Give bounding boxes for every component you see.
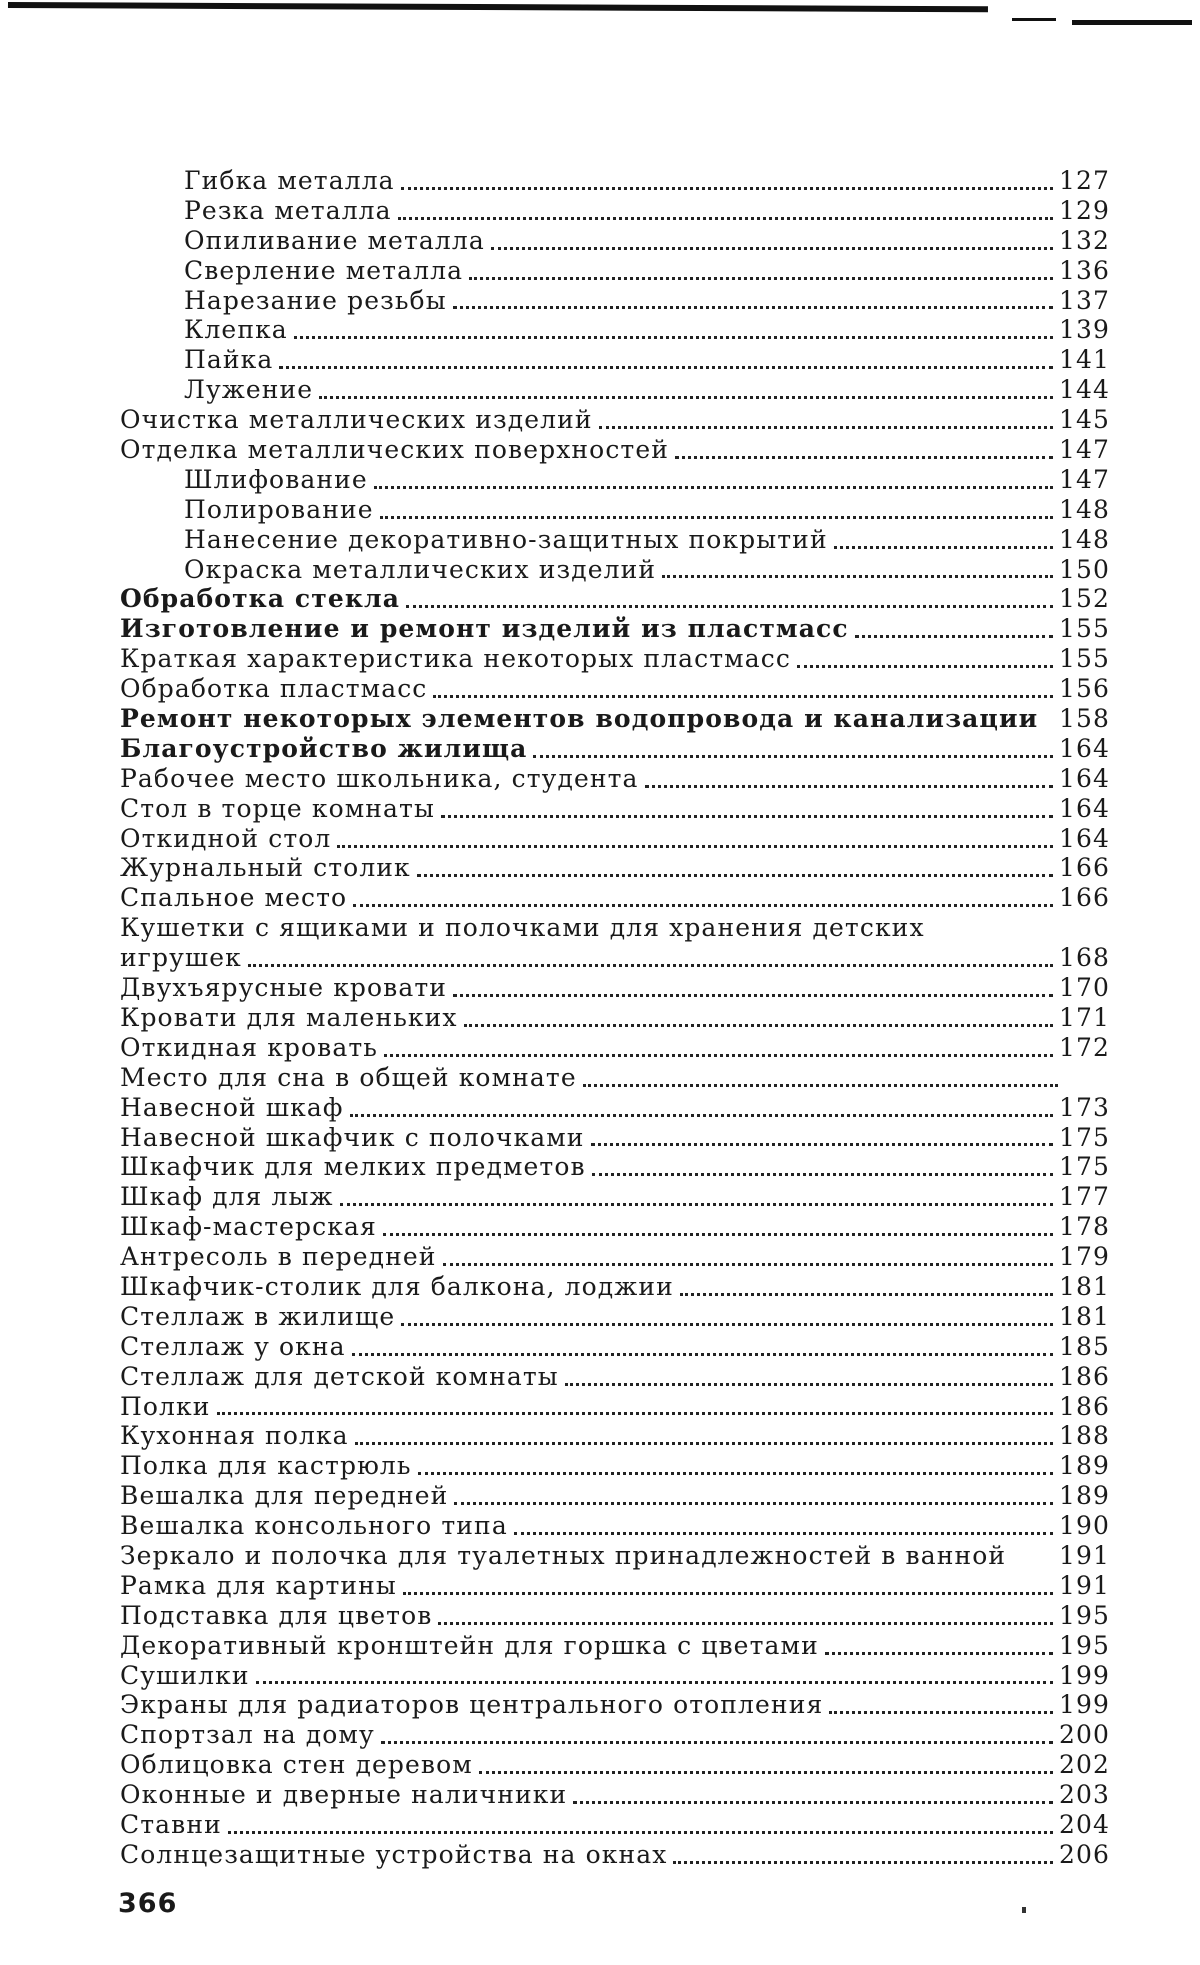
toc-entry bbox=[120, 435, 1110, 465]
toc-entry bbox=[120, 644, 1110, 674]
toc-entry bbox=[120, 794, 1110, 824]
toc-entry-title: Шкаф для лыж bbox=[120, 1182, 340, 1212]
toc-entry-title: Краткая характеристика некоторых пластмасс bbox=[120, 644, 797, 674]
toc-dot-leader bbox=[469, 277, 1053, 280]
toc-entry-title: Спальное место bbox=[120, 883, 353, 913]
toc-entry-title: Навесной шкафчик с полочками bbox=[120, 1123, 591, 1153]
toc-entry bbox=[120, 1571, 1110, 1601]
toc-entry bbox=[120, 1272, 1110, 1302]
toc-entry bbox=[120, 883, 1110, 913]
toc-entry-title: Кушетки с ящиками и полочками для хранения детских bbox=[120, 913, 931, 943]
toc-dot-leader bbox=[592, 1173, 1053, 1176]
toc-dot-leader bbox=[319, 396, 1053, 399]
toc-entry-title: Нарезание резьбы bbox=[120, 286, 453, 316]
toc-entry-page: 181 bbox=[1057, 1302, 1110, 1332]
toc-entry-title: Рабочее место школьника, студента bbox=[120, 764, 645, 794]
toc-dot-leader bbox=[401, 187, 1053, 190]
toc-entry-page: 206 bbox=[1057, 1840, 1110, 1870]
print-speck bbox=[1022, 1907, 1026, 1913]
toc-entry-title: Кухонная полка bbox=[120, 1421, 355, 1451]
toc-dot-leader bbox=[514, 1532, 1053, 1535]
toc-entry-title: Лужение bbox=[120, 375, 319, 405]
toc-dot-leader bbox=[352, 1353, 1053, 1356]
toc-entry-title: Журнальный столик bbox=[120, 853, 417, 883]
toc-entry bbox=[120, 286, 1110, 316]
toc-entry-page: 191 bbox=[1057, 1571, 1110, 1601]
toc-entry-title: Резка металла bbox=[120, 196, 398, 226]
toc-entry bbox=[120, 315, 1110, 345]
toc-entry bbox=[120, 1601, 1110, 1631]
toc-dot-leader bbox=[403, 1592, 1053, 1595]
toc-dot-leader bbox=[583, 1084, 1058, 1087]
toc-entry-page: 173 bbox=[1057, 1093, 1110, 1123]
toc-entry-page: 164 bbox=[1057, 824, 1110, 854]
toc-entry-page: 155 bbox=[1057, 614, 1110, 644]
toc-entry-title: Пайка bbox=[120, 345, 279, 375]
toc-entry-title: Стеллаж для детской комнаты bbox=[120, 1362, 565, 1392]
toc-entry-page: 144 bbox=[1057, 375, 1110, 405]
toc-entry-page: 136 bbox=[1057, 256, 1110, 286]
toc-entry-title: Спортзал на дому bbox=[120, 1720, 381, 1750]
toc-entry-page: 186 bbox=[1057, 1392, 1110, 1422]
toc-entry-page: 171 bbox=[1057, 1003, 1110, 1033]
toc-entry bbox=[120, 704, 1110, 734]
toc-entry-title: Полки bbox=[120, 1392, 217, 1422]
toc-entry bbox=[120, 584, 1110, 614]
toc-dot-leader bbox=[355, 1442, 1053, 1445]
toc-dot-leader bbox=[340, 1203, 1053, 1206]
toc-entry bbox=[120, 1392, 1110, 1422]
toc-entry bbox=[120, 1242, 1110, 1272]
toc-dot-leader bbox=[825, 1652, 1053, 1655]
toc-entry-title: Шкаф-мастерская bbox=[120, 1212, 383, 1242]
toc-dot-leader bbox=[401, 1323, 1053, 1326]
toc-entry bbox=[120, 465, 1110, 495]
toc-entry bbox=[120, 1840, 1110, 1870]
toc-entry-title: Сушилки bbox=[120, 1661, 256, 1691]
toc-entry-title: Опиливание металла bbox=[120, 226, 491, 256]
toc-entry bbox=[120, 555, 1110, 585]
toc-entry-title: Зеркало и полочка для туалетных принадлежностей в ванной bbox=[120, 1541, 1012, 1571]
toc-entry-page: 177 bbox=[1057, 1182, 1110, 1212]
toc-entry-title: игрушек bbox=[120, 943, 248, 973]
toc-dot-leader bbox=[453, 994, 1053, 997]
toc-entry bbox=[120, 1302, 1110, 1332]
toc-entry-page: 150 bbox=[1057, 555, 1110, 585]
toc-entry-page: 139 bbox=[1057, 315, 1110, 345]
toc-dot-leader bbox=[662, 575, 1053, 578]
toc-entry-page: 148 bbox=[1057, 525, 1110, 555]
toc-entry-page: 189 bbox=[1057, 1451, 1110, 1481]
toc-entry-page: 189 bbox=[1057, 1481, 1110, 1511]
toc-entry-page: 129 bbox=[1057, 196, 1110, 226]
toc-entry-title: Полка для кастрюль bbox=[120, 1451, 418, 1481]
toc-dot-leader bbox=[418, 1472, 1053, 1475]
toc-entry-page: 166 bbox=[1057, 883, 1110, 913]
toc-entry-title: Клепка bbox=[120, 315, 294, 345]
toc-dot-leader bbox=[464, 1024, 1053, 1027]
toc-dot-leader bbox=[829, 1711, 1053, 1714]
toc-entry-page: 164 bbox=[1057, 794, 1110, 824]
toc-entry bbox=[120, 1212, 1110, 1242]
toc-entry-page: 152 bbox=[1057, 584, 1110, 614]
page-number: 366 bbox=[118, 1888, 177, 1919]
toc-entry-page: 181 bbox=[1057, 1272, 1110, 1302]
toc-entry bbox=[120, 166, 1110, 196]
toc-dot-leader bbox=[353, 904, 1053, 907]
toc-dot-leader bbox=[279, 366, 1053, 369]
toc-dot-leader bbox=[834, 546, 1053, 549]
toc-entry bbox=[120, 1362, 1110, 1392]
toc-entry-title: Рамка для картины bbox=[120, 1571, 403, 1601]
toc-entry bbox=[120, 1720, 1110, 1750]
toc-entry bbox=[120, 1033, 1110, 1063]
toc-dot-leader bbox=[454, 1502, 1053, 1505]
toc-entry-page: 175 bbox=[1057, 1152, 1110, 1182]
toc-entry-title: Шкафчик-столик для балкона, лоджии bbox=[120, 1272, 680, 1302]
toc-entry bbox=[120, 525, 1110, 555]
toc-entry bbox=[120, 1511, 1110, 1541]
toc-entry-page: 132 bbox=[1057, 226, 1110, 256]
toc-dot-leader bbox=[384, 1054, 1053, 1057]
toc-dot-leader bbox=[591, 1143, 1053, 1146]
toc-entry-page: 164 bbox=[1057, 764, 1110, 794]
toc-dot-leader bbox=[533, 755, 1053, 758]
toc-entry-title: Оконные и дверные наличники bbox=[120, 1780, 573, 1810]
toc-dot-leader bbox=[675, 456, 1053, 459]
toc-entry-title: Полирование bbox=[120, 495, 380, 525]
toc-entry-title: Ставни bbox=[120, 1810, 228, 1840]
toc-entry-title: Откидная кровать bbox=[120, 1033, 384, 1063]
toc-entry bbox=[120, 1182, 1110, 1212]
toc-entry bbox=[120, 764, 1110, 794]
toc-entry-title: Благоустройство жилища bbox=[120, 734, 533, 764]
toc-entry-page: 158 bbox=[1057, 704, 1110, 734]
toc-entry bbox=[120, 1152, 1110, 1182]
toc-dot-leader bbox=[453, 306, 1053, 309]
toc-entry bbox=[120, 1750, 1110, 1780]
toc-entry-title: Подставка для цветов bbox=[120, 1601, 438, 1631]
toc-entry-page: 148 bbox=[1057, 495, 1110, 525]
toc-entry bbox=[120, 973, 1110, 1003]
toc-entry-page: 186 bbox=[1057, 1362, 1110, 1392]
toc-dot-leader bbox=[337, 845, 1053, 848]
toc-dot-leader bbox=[645, 785, 1053, 788]
toc-entry bbox=[120, 1003, 1110, 1033]
table-of-contents bbox=[120, 166, 1110, 1870]
toc-entry-title: Очистка металлических изделий bbox=[120, 405, 599, 435]
toc-entry-page: 166 bbox=[1057, 853, 1110, 883]
top-rule-segment bbox=[8, 2, 988, 12]
toc-dot-leader bbox=[294, 336, 1053, 339]
toc-dot-leader bbox=[256, 1681, 1053, 1684]
toc-entry-title: Нанесение декоративно-защитных покрытий bbox=[120, 525, 834, 555]
toc-entry-title: Шлифование bbox=[120, 465, 374, 495]
toc-dot-leader bbox=[381, 1741, 1053, 1744]
toc-entry-page: 168 bbox=[1057, 943, 1110, 973]
toc-entry-page: 195 bbox=[1057, 1631, 1110, 1661]
toc-entry-title: Откидной стол bbox=[120, 824, 337, 854]
toc-entry bbox=[120, 1541, 1110, 1571]
toc-entry bbox=[120, 375, 1110, 405]
toc-entry-title: Вешалка консольного типа bbox=[120, 1511, 514, 1541]
toc-entry-title: Стол в торце комнаты bbox=[120, 794, 441, 824]
toc-dot-leader bbox=[350, 1114, 1053, 1117]
toc-entry-title: Экраны для радиаторов центрального отопления bbox=[120, 1690, 829, 1720]
toc-entry-page: 204 bbox=[1057, 1810, 1110, 1840]
toc-entry bbox=[120, 1810, 1110, 1840]
toc-dot-leader bbox=[433, 695, 1053, 698]
toc-entry-title: Изготовление и ремонт изделий из пластмасс bbox=[120, 614, 855, 644]
toc-entry-page: 202 bbox=[1057, 1750, 1110, 1780]
toc-entry-page: 185 bbox=[1057, 1332, 1110, 1362]
toc-entry bbox=[120, 405, 1110, 435]
toc-entry-title: Шкафчик для мелких предметов bbox=[120, 1152, 592, 1182]
top-rule bbox=[0, 2, 1200, 12]
toc-entry-page: 127 bbox=[1057, 166, 1110, 196]
toc-dot-leader bbox=[383, 1233, 1053, 1236]
toc-entry bbox=[120, 1093, 1110, 1123]
toc-entry-page: 188 bbox=[1057, 1421, 1110, 1451]
toc-dot-leader bbox=[438, 1622, 1053, 1625]
toc-entry-page: 199 bbox=[1057, 1661, 1110, 1691]
toc-entry-page: 141 bbox=[1057, 345, 1110, 375]
toc-entry bbox=[120, 1123, 1110, 1153]
toc-entry-title: Обработка пластмасс bbox=[120, 674, 433, 704]
toc-entry-title: Стеллаж в жилище bbox=[120, 1302, 401, 1332]
toc-entry-title: Стеллаж у окна bbox=[120, 1332, 352, 1362]
toc-entry bbox=[120, 1421, 1110, 1451]
toc-entry bbox=[120, 853, 1110, 883]
toc-entry-page: 199 bbox=[1057, 1690, 1110, 1720]
toc-entry-title: Облицовка стен деревом bbox=[120, 1750, 479, 1780]
toc-dot-leader bbox=[398, 217, 1053, 220]
toc-entry-page: 147 bbox=[1057, 465, 1110, 495]
top-rule-segment bbox=[1012, 18, 1056, 21]
toc-dot-leader bbox=[441, 815, 1053, 818]
toc-entry-title: Ремонт некоторых элементов водопровода и канализации bbox=[120, 704, 1044, 734]
toc-entry-title: Кровати для маленьких bbox=[120, 1003, 464, 1033]
toc-entry bbox=[120, 226, 1110, 256]
toc-dot-leader bbox=[217, 1412, 1053, 1415]
toc-dot-leader bbox=[248, 964, 1053, 967]
toc-dot-leader bbox=[599, 426, 1053, 429]
toc-dot-leader bbox=[680, 1293, 1053, 1296]
toc-entry-title: Навесной шкаф bbox=[120, 1093, 350, 1123]
toc-entry-page: 155 bbox=[1057, 644, 1110, 674]
toc-dot-leader bbox=[417, 874, 1053, 877]
toc-entry-page: 175 bbox=[1057, 1123, 1110, 1153]
toc-dot-leader bbox=[797, 665, 1053, 668]
toc-entry bbox=[120, 913, 1110, 943]
toc-entry-title: Солнцезащитные устройства на окнах bbox=[120, 1840, 673, 1870]
toc-entry-page: 147 bbox=[1057, 435, 1110, 465]
toc-dot-leader bbox=[565, 1383, 1053, 1386]
toc-entry-title: Гибка металла bbox=[120, 166, 401, 196]
toc-dot-leader bbox=[443, 1263, 1053, 1266]
toc-dot-leader bbox=[228, 1831, 1053, 1834]
toc-entry bbox=[120, 824, 1110, 854]
toc-entry bbox=[120, 1332, 1110, 1362]
toc-entry-page: 200 bbox=[1057, 1720, 1110, 1750]
toc-entry-page: 172 bbox=[1057, 1033, 1110, 1063]
top-rule-segment bbox=[1072, 20, 1192, 25]
toc-entry-page: 145 bbox=[1057, 405, 1110, 435]
toc-entry bbox=[120, 1661, 1110, 1691]
toc-entry-title: Антресоль в передней bbox=[120, 1242, 443, 1272]
toc-entry-title: Вешалка для передней bbox=[120, 1481, 454, 1511]
toc-entry-page: 170 bbox=[1057, 973, 1110, 1003]
toc-dot-leader bbox=[374, 486, 1053, 489]
toc-entry bbox=[120, 1451, 1110, 1481]
toc-entry-title: Окраска металлических изделий bbox=[120, 555, 662, 585]
toc-entry bbox=[120, 674, 1110, 704]
toc-dot-leader bbox=[380, 516, 1053, 519]
toc-entry-title: Отделка металлических поверхностей bbox=[120, 435, 675, 465]
toc-entry-title: Двухъярусные кровати bbox=[120, 973, 453, 1003]
toc-dot-leader bbox=[855, 635, 1053, 638]
toc-entry bbox=[120, 1481, 1110, 1511]
toc-entry-page: 178 bbox=[1057, 1212, 1110, 1242]
toc-entry-page: 164 bbox=[1057, 734, 1110, 764]
toc-entry bbox=[120, 256, 1110, 286]
toc-entry-page: 191 bbox=[1057, 1541, 1110, 1571]
toc-entry-page: 156 bbox=[1057, 674, 1110, 704]
toc-entry bbox=[120, 1780, 1110, 1810]
toc-entry bbox=[120, 495, 1110, 525]
toc-entry-title: Обработка стекла bbox=[120, 584, 406, 614]
toc-entry bbox=[120, 1063, 1110, 1093]
toc-entry-page: 179 bbox=[1057, 1242, 1110, 1272]
toc-entry-page: 195 bbox=[1057, 1601, 1110, 1631]
toc-entry bbox=[120, 943, 1110, 973]
toc-dot-leader bbox=[491, 247, 1053, 250]
toc-dot-leader bbox=[406, 605, 1053, 608]
toc-entry-page: 190 bbox=[1057, 1511, 1110, 1541]
toc-entry bbox=[120, 1631, 1110, 1661]
toc-entry-title: Декоративный кронштейн для горшка с цветами bbox=[120, 1631, 825, 1661]
toc-entry bbox=[120, 1690, 1110, 1720]
toc-entry-title: Место для сна в общей комнате bbox=[120, 1063, 583, 1093]
toc-entry-title: Сверление металла bbox=[120, 256, 469, 286]
toc-entry bbox=[120, 614, 1110, 644]
toc-entry bbox=[120, 196, 1110, 226]
toc-entry-page: 137 bbox=[1057, 286, 1110, 316]
toc-entry-page: 203 bbox=[1057, 1780, 1110, 1810]
toc-dot-leader bbox=[573, 1801, 1053, 1804]
toc-entry bbox=[120, 734, 1110, 764]
toc-entry bbox=[120, 345, 1110, 375]
toc-dot-leader bbox=[673, 1861, 1053, 1864]
toc-dot-leader bbox=[479, 1771, 1053, 1774]
